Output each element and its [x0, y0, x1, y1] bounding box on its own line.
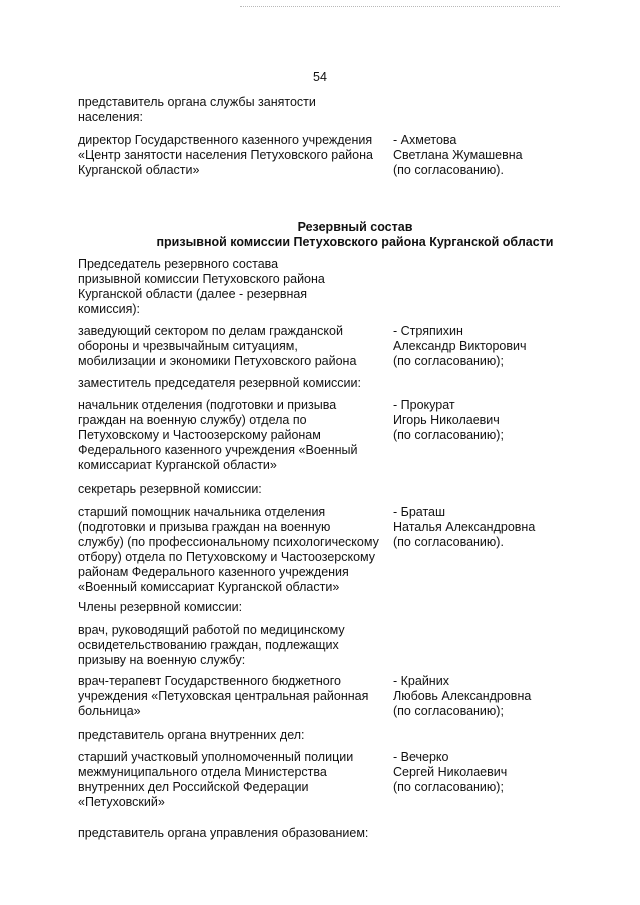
scan-artifact: [240, 6, 560, 9]
deputy-person: - Прокурат Игорь Николаевич (по согласованию);: [393, 398, 504, 442]
members-label: Члены резервной комиссии:: [78, 600, 243, 614]
deputy-label: заместитель председателя резервной комиссии:: [78, 376, 361, 390]
doctor-position: врач-терапевт Государственного бюджетного учреждения «Петуховская центральная районная больница»: [78, 674, 369, 718]
section-heading-line1: Резервный состав: [297, 220, 413, 234]
police-position: старший участковый уполномоченный полиции межмуниципального отдела Министерства внутренних дел Российской Федерации «Петуховский»: [78, 750, 354, 809]
secretary-position: старший помощник начальника отделения (подготовки и призыва граждан на военную службу) (по профессиональному психологическому отбору) отдела по Петуховскому и Частоозерскому районам Федерального казенного учреждения «Военный комиссариат Курганской области»: [78, 505, 379, 594]
employment-service-person: - Ахметова Светлана Жумашевна (по согласованию).: [393, 133, 523, 177]
employment-service-position: директор Государственного казенного учреждения «Центр занятости населения Петуховского района Курганской области»: [78, 133, 373, 177]
chairman-position: заведующий сектором по делам гражданской обороны и чрезвычайным ситуациям, мобилизации и экономики Петуховского района: [78, 324, 357, 368]
employment-service-label: представитель органа службы занятости населения:: [78, 95, 316, 124]
police-person: - Вечерко Сергей Николаевич (по согласованию);: [393, 750, 508, 794]
page-number: 54: [313, 70, 327, 84]
secretary-label: секретарь резервной комиссии:: [78, 482, 262, 496]
section-heading-line2: призывной комиссии Петуховского района Курганской области: [156, 235, 554, 249]
doctor-person: - Крайних Любовь Александровна (по согласованию);: [393, 674, 532, 718]
doctor-role-label: врач, руководящий работой по медицинскому освидетельствованию граждан, подлежащих призыву на военную службу:: [78, 623, 345, 667]
deputy-position: начальник отделения (подготовки и призыва граждан на военную службу) отдела по Петуховскому и Частоозерскому районам Федерального казенного учреждения «Военный комиссариат Курганской области»: [78, 398, 358, 472]
chairman-person: - Стряпихин Александр Викторович (по согласованию);: [393, 324, 527, 368]
secretary-person: - Браташ Наталья Александровна (по согласованию).: [393, 505, 536, 549]
police-role-label: представитель органа внутренних дел:: [78, 728, 305, 742]
chairman-label: Председатель резервного состава призывной комиссии Петуховского района Курганской области (далее - резервная комиссия):: [78, 257, 325, 316]
education-role-label: представитель органа управления образованием:: [78, 826, 369, 840]
